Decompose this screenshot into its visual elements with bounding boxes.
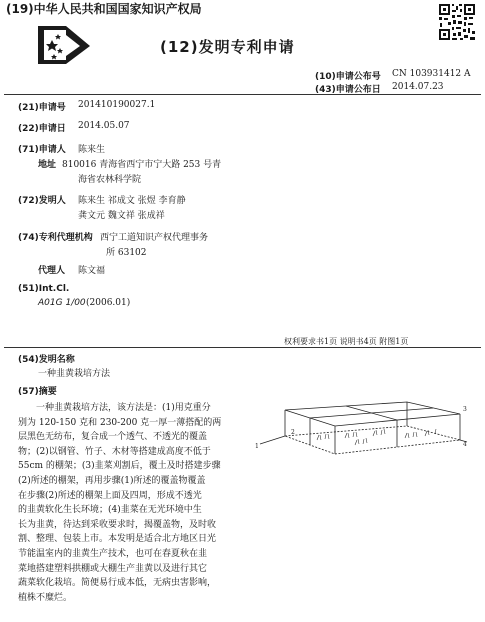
inventors-label: (72)发明人: [18, 196, 66, 206]
abstract-figure: [255, 398, 470, 478]
cnipa-logo: [36, 24, 92, 68]
invention-title: 一种韭黄栽培方法: [38, 369, 111, 379]
abstract-label: (57)摘要: [18, 387, 57, 397]
abstract-line: 节能温室内的韭黄生产技术，也可在春夏秋在韭: [18, 548, 208, 559]
inventors-line-1: 陈来生 祁成文 张煜 李育静: [78, 196, 186, 206]
agent-label: 代理人: [38, 266, 66, 276]
abstract-text: [18, 401, 221, 605]
pub-no-label: (10)申请公布号: [315, 72, 381, 82]
intcl-code: A01G 1/00: [38, 298, 86, 308]
abstract-line: 一种韭黄栽培方法，该方法是：(1)用克重分: [36, 403, 211, 413]
app-no-label: (21)申请号: [18, 103, 66, 113]
address-line-2: 海省农林科学院: [78, 175, 142, 185]
pub-no: CN 103931412 A: [392, 69, 471, 79]
figure-label-1: 1: [255, 443, 259, 450]
pub-date-label: (43)申请公布日: [315, 85, 381, 95]
app-no: 201410190027.1: [78, 100, 156, 110]
abstract-line: 别为 120-150 克和 230-200 克一厚一薄搭配的两: [18, 417, 222, 428]
filing-date: 2014.05.07: [78, 121, 130, 131]
figure-label-4: 4: [463, 441, 467, 448]
abstract-line: (2)所述的棚架，再用步骤(1)所述的覆盖物覆盖: [18, 475, 206, 486]
inventors-line-2: 龚文元 魏文祥 张成祥: [78, 211, 165, 221]
pub-date: 2014.07.23: [392, 82, 444, 92]
document-type: (12)发明专利申请: [160, 38, 295, 56]
abstract-line: 物；(2)以钢管、竹子、木材等搭建成高度不低于: [18, 446, 211, 457]
page-counts: 权利要求书1页 说明书4页 附图1页: [284, 337, 409, 346]
address-line-1: 810016 青海省西宁市宁大路 253 号青: [62, 160, 222, 170]
agency-line-2: 所 63102: [106, 248, 147, 258]
abstract-line: 55cm 的棚架；(3)韭菜刈割后，覆土及时搭建步骤: [18, 461, 221, 472]
agent: 陈文福: [78, 266, 106, 276]
filing-date-label: (22)申请日: [18, 124, 66, 134]
abstract-line: 在步骤(2)所述的棚架上面及四周，形成不透光: [18, 490, 202, 501]
title-label: (54)发明名称: [18, 355, 75, 365]
abstract-line: 层黑色无纺布，复合成一个透气、不透光的覆盖: [18, 432, 208, 443]
applicant-label: (71)申请人: [18, 145, 66, 155]
applicant: 陈来生: [78, 145, 106, 155]
abstract-line: 菜地搭建塑料拱棚或大棚生产韭黄以及进行其它: [18, 563, 208, 574]
office-name: (19)中华人民共和国国家知识产权局: [6, 2, 202, 16]
figure-label-3: 3: [463, 406, 467, 413]
abstract-line: 长为韭黄，待达到采收要求时，揭覆盖物，及时收: [18, 519, 217, 530]
agency-label: (74)专利代理机构: [18, 233, 93, 243]
address-label: 地址: [38, 160, 57, 170]
mid-divider: [4, 347, 481, 348]
header-divider: [4, 94, 481, 95]
intcl-label: (51)Int.Cl.: [18, 284, 70, 294]
figure-label-2: 2: [291, 429, 295, 436]
intcl-version: (2006.01): [86, 298, 131, 308]
abstract-line: 植株不糜烂。: [18, 592, 73, 603]
agency-line-1: 西宁工道知识产权代理事务: [100, 233, 209, 243]
abstract-line: 割、整理、包装上市。本发明是适合北方地区日光: [18, 534, 217, 545]
qr-code: [438, 3, 476, 41]
abstract-line: 蔬菜软化栽培。简便易行成本低，无病虫害影响，: [18, 578, 217, 589]
abstract-line: 的韭黄软化生长环境；(4)韭菜在无光环境中生: [18, 505, 202, 516]
